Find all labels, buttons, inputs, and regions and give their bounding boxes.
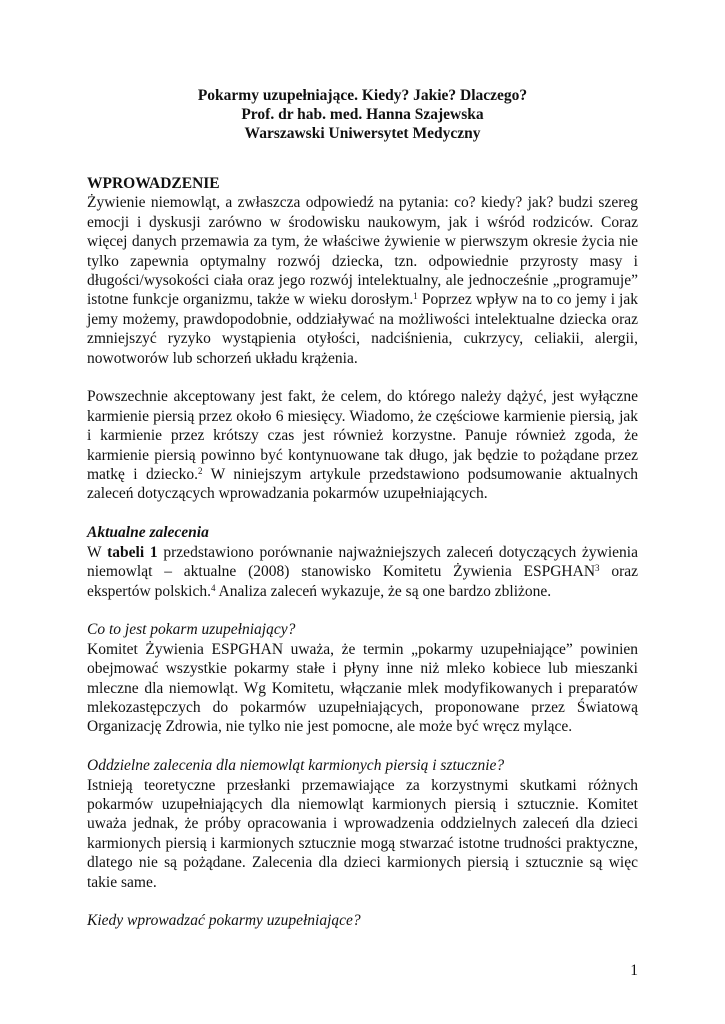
- footnote-ref-4: 4: [210, 582, 216, 593]
- current-paragraph: [87, 543, 638, 601]
- intro-p2-text-b: W niniejszym artykule przedstawiono podsumowanie aktualnych zaleceń dotyczących wprowadzania pokarmów uzupełniających.: [87, 466, 639, 503]
- current-text-c: oraz ekspertów polskich.: [87, 563, 638, 600]
- footnote-ref-1: 1: [413, 291, 418, 302]
- section-heading-when: Kiedy wprowadzać pokarmy uzupełniające?: [87, 912, 361, 930]
- document-title: Pokarmy uzupełniające. Kiedy? Jakie? Dlaczego?: [197, 87, 528, 104]
- current-text-a: W: [87, 543, 108, 561]
- current-text-b: przedstawiono porównanie najważniejszych zaleceń dotyczących żywienia niemowląt – aktualne (2008) stanowisko Komitetu Żywienia ESPGHAN: [87, 543, 638, 581]
- intro-paragraph-1: [87, 193, 638, 368]
- document-header: [80, 86, 645, 143]
- section-heading-current: Aktualne zalecenia: [87, 524, 209, 542]
- footnote-ref-3: 3: [595, 563, 600, 574]
- what-paragraph: Komitet Żywienia ESPGHAN uważa, że termin „pokarmy uzupełniające” powinien obejmować wszystkie pokarmy stałe i płyny inne niż mleko kobiece lub mieszanki mleczne dla niemowląt. Wg Komitetu, włączanie mlek modyfikowanych i preparatów mlekozastępczych do pokarmów uzupełniających, proponowane przez Światową Organizację Zdrowia, nie tylko nie jest pomocne, ale może być wręcz mylące.: [87, 640, 638, 736]
- section-heading-what: Co to jest pokarm uzupełniający?: [87, 621, 296, 639]
- footnote-ref-2: 2: [198, 466, 203, 477]
- intro-p2-text-a: Powszechnie akceptowany jest fakt, że celem, do którego należy dążyć, jest wyłączne karmienie piersią przez około 6 miesięcy. Wiadomo, że częściowe karmienie piersią, jak i karmienie przez krótszy czas jest również korzystne. Panuje również zgoda, że karmienie piersią powinno być kontynuowane tak długo, jak będzie to pożądane przez matkę i dziecko.: [87, 388, 638, 484]
- document-author: Prof. dr hab. med. Hanna Szajewska: [241, 106, 484, 123]
- intro-p1-text-b: Poprzez wpływ na to co jemy i jak jemy możemy, prawdopodobnie, oddziaływać na możliwości intelektualne dziecka oraz zmniejszyć ryzyko wystąpienia otyłości, nadciśnienia, cukrzycy, celiakii, alergii, nowotworów lub schorzeń układu krążenia.: [87, 291, 638, 367]
- section-heading-separate: Oddzielne zalecenia dla niemowląt karmionych piersią i sztucznie?: [87, 757, 505, 775]
- intro-p1-text-a: Żywienie niemowląt, a zwłaszcza odpowiedź na pytania: co? kiedy? jak? budzi szereg emocji i dyskusji zarówno w środowisku naukowym, jak i wśród rodziców. Coraz więcej danych przemawia za tym, że właściwe żywienie w pierwszym okresie życia nie tylko zapewnia optymalny rozwój dziecka, tzn. odpowiednie przyrosty masy i długości/wysokości ciała oraz jego rozwój intelektualny, ale jednocześnie „programuje” istotne funkcje organizmu, także w wieku dorosłym.: [87, 194, 638, 309]
- current-text-d: Analiza zaleceń wykazuje, że są one bardzo zbliżone.: [215, 582, 552, 600]
- table-reference: tabeli 1: [107, 543, 158, 561]
- section-heading-intro: WPROWADZENIE: [87, 175, 220, 192]
- document-institution: Warszawski Uniwersytet Medyczny: [244, 125, 481, 142]
- page-number: 1: [630, 962, 638, 979]
- separate-paragraph: Istnieją teoretyczne przesłanki przemawiające za korzystnymi skutkami różnych pokarmów uzupełniających dla niemowląt karmionych piersią i sztucznie. Komitet uważa jednak, że próby opracowania i wprowadzenia oddzielnych zaleceń dla dzieci karmionych piersią i karmionych sztucznie mogą stwarzać istotne trudności praktyczne, dlatego nie są pożądane. Zalecenia dla dzieci karmionych piersią i sztucznie są więc takie same.: [87, 776, 638, 891]
- intro-paragraph-2: [87, 387, 638, 503]
- document-body: [87, 174, 638, 931]
